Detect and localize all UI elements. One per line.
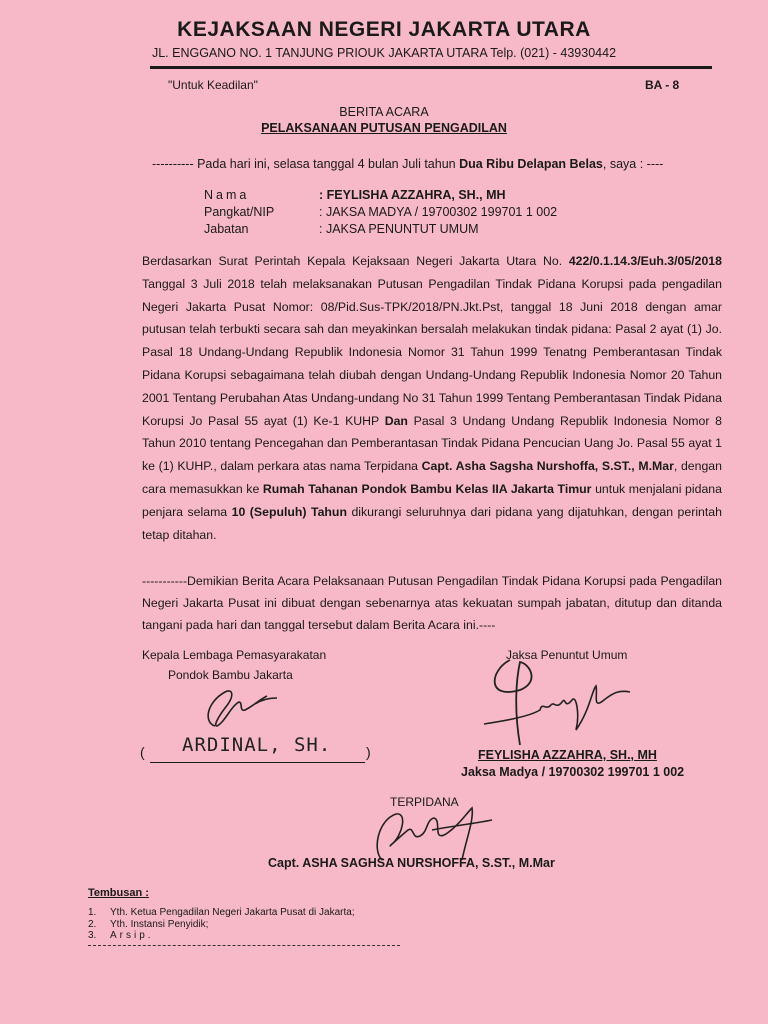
body-text-2: Tanggal 3 Juli 2018 telah melaksanakan Putusan Pengadilan Tindak Pidana Korupsi pada pengadilan Negeri Jakarta Pusat Nomor: 08/Pid.Sus-TPK/2018/PN.Jkt.Pst, tanggal 18 Juni 2018 dengan amar putusan telah terbukti secara sah dan meyakinkan bersalah melakukan tindak pidana: Pasal 2 ayat (1) Jo. Pasal 18 Undang-Undang Republik Indonesia Nomor 31 Tahun 1999 Tenatng Pemberantasan Tindak Pidana Korupsi sebagaimana telah diubah dengan Undang-Undang Republik Indonesia Nomor 20 Tahun 2001 Tentang Perubahan Atas Undang-undang No 31 Tahun 1999 Tentang Pemberantasan Tindak Pidana Korupsi Jo Pasal 55 ayat (1) Ke-1 KUHP: [142, 276, 722, 428]
body-text-5: untuk menjalani pidana penjara selama: [142, 481, 722, 519]
cc-item-text: Arsip.: [110, 930, 154, 941]
cc-item: [88, 907, 355, 919]
prison-name: Rumah Tahanan Pondok Bambu Kelas IIA Jakarta Timur: [262, 481, 592, 496]
position-label: Jabatan: [204, 222, 249, 236]
sentence-length: 10 (Sepuluh) Tahun: [231, 504, 347, 519]
rank-label: Pangkat/NIP: [204, 205, 275, 219]
left-paren-open: (: [140, 744, 145, 760]
document-subtitle: PELAKSANAAN PUTUSAN PENGADILAN: [261, 121, 507, 135]
intro-prefix: ---------- Pada hari ini, selasa tanggal 4 bulan Juli tahun: [152, 157, 460, 171]
body-dan: Dan: [384, 413, 408, 428]
cc-divider: [88, 945, 400, 946]
rank-value: : JAKSA MADYA / 19700302 199701 1 002: [319, 205, 558, 219]
left-name-underline: [150, 762, 365, 763]
cc-item-number: 3.: [88, 930, 97, 941]
cc-item-text: Yth. Instansi Penyidik;: [110, 918, 209, 930]
left-signer-institution: Pondok Bambu Jakarta: [168, 668, 293, 682]
intro-line: [152, 157, 663, 171]
body-paragraph: [142, 250, 722, 546]
identity-block: [204, 188, 557, 239]
convict-name: Capt. Asha Sagsha Nurshoffa, S.ST., M.Mar: [421, 459, 674, 474]
prosecutor-signature: [480, 650, 660, 750]
prosecutor-name: FEYLISHA AZZAHRA, SH., MH: [478, 748, 657, 762]
body-text-1: Berdasarkan Surat Perintah Kepala Kejaksaan Negeri Jakarta Utara No.: [142, 254, 569, 268]
left-paren-close: ): [366, 744, 371, 760]
document-code: BA - 8: [645, 78, 680, 92]
cc-item: [88, 930, 355, 942]
body-text-6: dikurangi seluruhnya dari pidana yang dijatuhkan, dengan perintah tetap ditahan.: [142, 504, 722, 542]
motto: "Untuk Keadilan": [168, 78, 258, 92]
convict-label: TERPIDANA: [390, 795, 459, 809]
intro-year: Dua Ribu Delapan Belas: [459, 157, 603, 171]
name-value: : FEYLISHA AZZAHRA, SH., MH: [319, 188, 506, 202]
warrant-number: 422/0.1.14.3/Euh.3/05/2018: [568, 254, 722, 268]
cc-list: [88, 907, 355, 942]
closing-paragraph: -----------Demikian Berita Acara Pelaksanaan Putusan Pengadilan Tindak Pidana Korupsi pada Pengadilan Negeri Jakarta Pusat ini dibuat dengan sebenarnya atas kekuatan sumpah jabatan, ditutup dan ditanda tangani pada hari dan tanggal tersebut dalam Berita Acara ini.----: [142, 574, 722, 632]
right-signer-title: Jaksa Penuntut Umum: [506, 648, 628, 662]
prosecutor-rank: Jaksa Madya / 19700302 199701 1 002: [461, 765, 685, 779]
cc-title: Tembusan :: [88, 887, 149, 899]
name-label: Nama: [204, 188, 250, 202]
office-address: JL. ENGGANO NO. 1 TANJUNG PRIOUK JAKARTA UTARA Telp. (021) - 43930442: [151, 46, 617, 60]
office-title: KEJAKSAAN NEGERI JAKARTA UTARA: [177, 18, 591, 41]
left-signer-title: Kepala Lembaga Pemasyarakatan: [142, 648, 327, 662]
body-text-3: Pasal 3 Undang Undang Republik Indonesia Nomor 8 Tahun 2010 tentang Pencegahan dan Pemberantasan Tindak Pidana Pencucian Uang Jo. Pasal 55 ayat 1 ke (1) KUHP., dalam perkara atas nama Terpidana: [142, 413, 722, 474]
cc-item-number: 1.: [88, 907, 97, 918]
left-signature: [195, 682, 285, 732]
cc-item: [88, 919, 355, 931]
document-title: BERITA ACARA: [339, 105, 429, 119]
body-text-4: , dengan cara memasukkan ke: [142, 459, 722, 496]
header-divider: [150, 66, 712, 69]
cc-item-text: Yth. Ketua Pengadilan Negeri Jakarta Pusat di Jakarta;: [110, 907, 355, 918]
left-signer-name: ARDINAL, SH.: [182, 734, 332, 756]
convict-signer-name: Capt. ASHA SAGHSA NURSHOFFA, S.ST., M.Mar: [268, 856, 555, 870]
cc-item-number: 2.: [88, 918, 97, 930]
position-value: : JAKSA PENUNTUT UMUM: [319, 222, 479, 236]
intro-suffix: , saya : ----: [602, 157, 664, 171]
